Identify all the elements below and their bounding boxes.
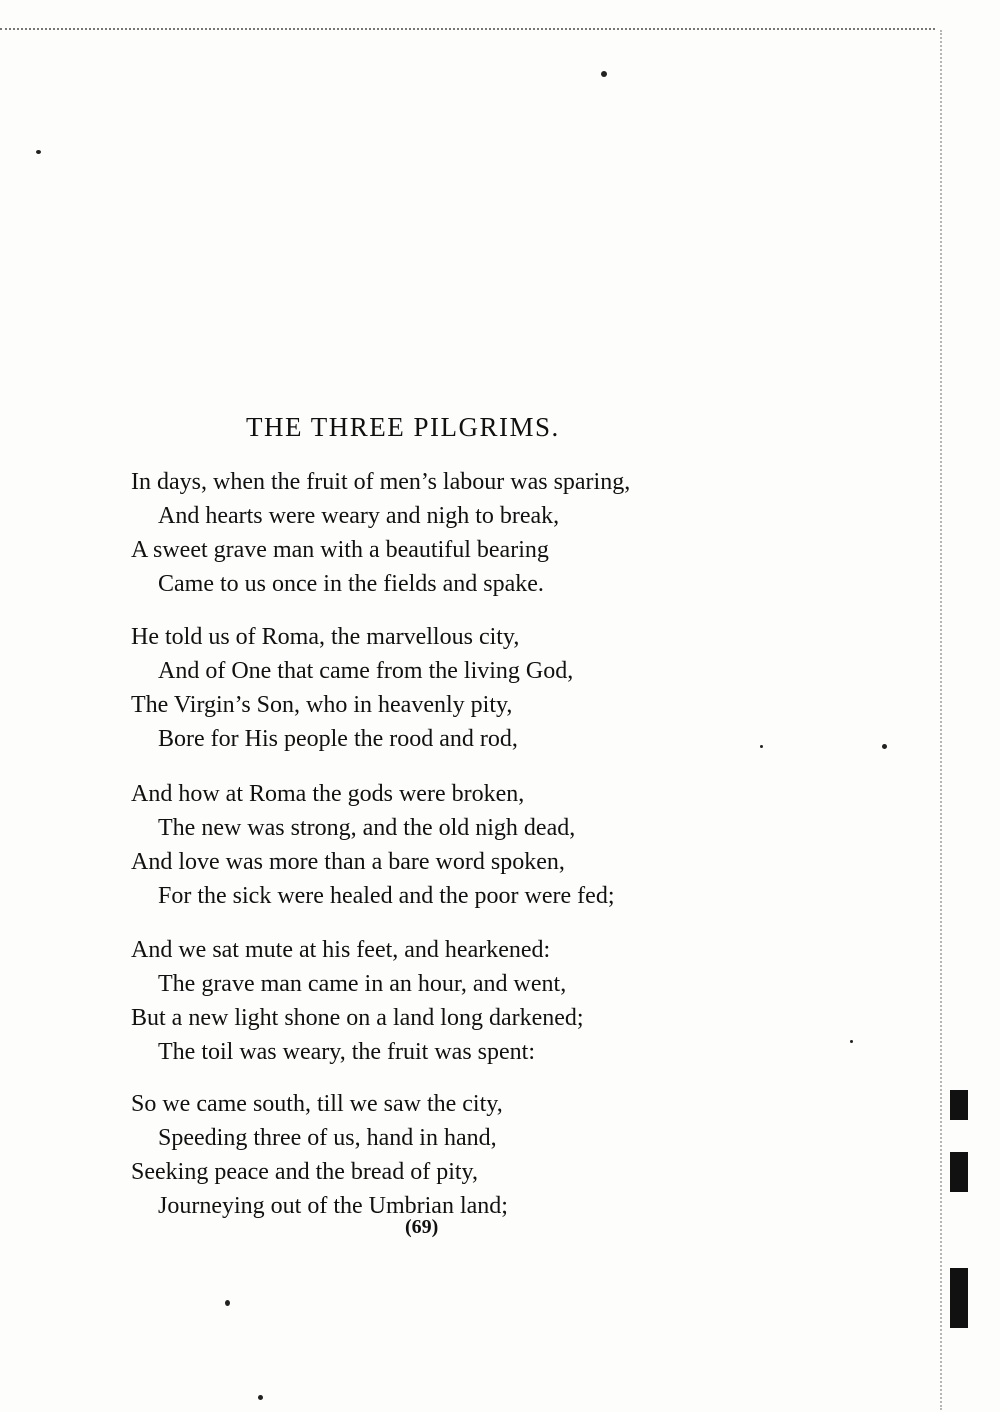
scan-speck xyxy=(760,745,763,748)
scan-right-edge xyxy=(940,30,942,1410)
verse-line: Seeking peace and the bread of pity, xyxy=(131,1159,478,1185)
scan-speck xyxy=(601,71,607,77)
page-number: (69) xyxy=(405,1216,439,1238)
binding-mark xyxy=(950,1090,968,1120)
poem-title: THE THREE PILGRIMS. xyxy=(246,412,560,442)
stanza-2 xyxy=(131,620,751,756)
verse-line: And of One that came from the living God, xyxy=(158,658,574,684)
verse-line: The toil was weary, the fruit was spent: xyxy=(158,1039,536,1065)
binding-mark xyxy=(950,1268,968,1328)
verse-line: The Virgin’s Son, who in heavenly pity, xyxy=(131,692,513,718)
stanza-4 xyxy=(131,933,751,1069)
stanza-3 xyxy=(131,777,751,913)
scan-speck xyxy=(850,1040,853,1043)
stanza-5 xyxy=(131,1087,751,1223)
verse-line: And we sat mute at his feet, and hearkened: xyxy=(131,937,551,963)
scan-speck xyxy=(882,744,887,749)
verse-line: But a new light shone on a land long darkened; xyxy=(131,1005,584,1031)
verse-line: The new was strong, and the old nigh dead, xyxy=(158,815,576,841)
verse-line: And love was more than a bare word spoken, xyxy=(131,849,565,875)
verse-line: So we came south, till we saw the city, xyxy=(131,1091,503,1117)
scan-speck xyxy=(258,1395,263,1400)
verse-line: A sweet grave man with a beautiful bearing xyxy=(131,537,549,563)
verse-line: And hearts were weary and nigh to break, xyxy=(158,503,560,529)
verse-line: In days, when the fruit of men’s labour was sparing, xyxy=(131,469,631,495)
verse-line: For the sick were healed and the poor were fed; xyxy=(158,883,615,909)
verse-line: And how at Roma the gods were broken, xyxy=(131,781,525,807)
verse-line: Bore for His people the rood and rod, xyxy=(158,726,518,752)
scan-speck xyxy=(36,150,41,154)
verse-line: The grave man came in an hour, and went, xyxy=(158,971,567,997)
verse-line: Journeying out of the Umbrian land; xyxy=(158,1193,508,1219)
scan-speck xyxy=(225,1300,230,1306)
verse-line: Speeding three of us, hand in hand, xyxy=(158,1125,497,1151)
verse-line: He told us of Roma, the marvellous city, xyxy=(131,624,520,650)
stanza-1 xyxy=(131,465,751,601)
scan-top-edge xyxy=(0,28,935,30)
binding-mark xyxy=(950,1152,968,1192)
verse-line: Came to us once in the fields and spake. xyxy=(158,571,544,597)
